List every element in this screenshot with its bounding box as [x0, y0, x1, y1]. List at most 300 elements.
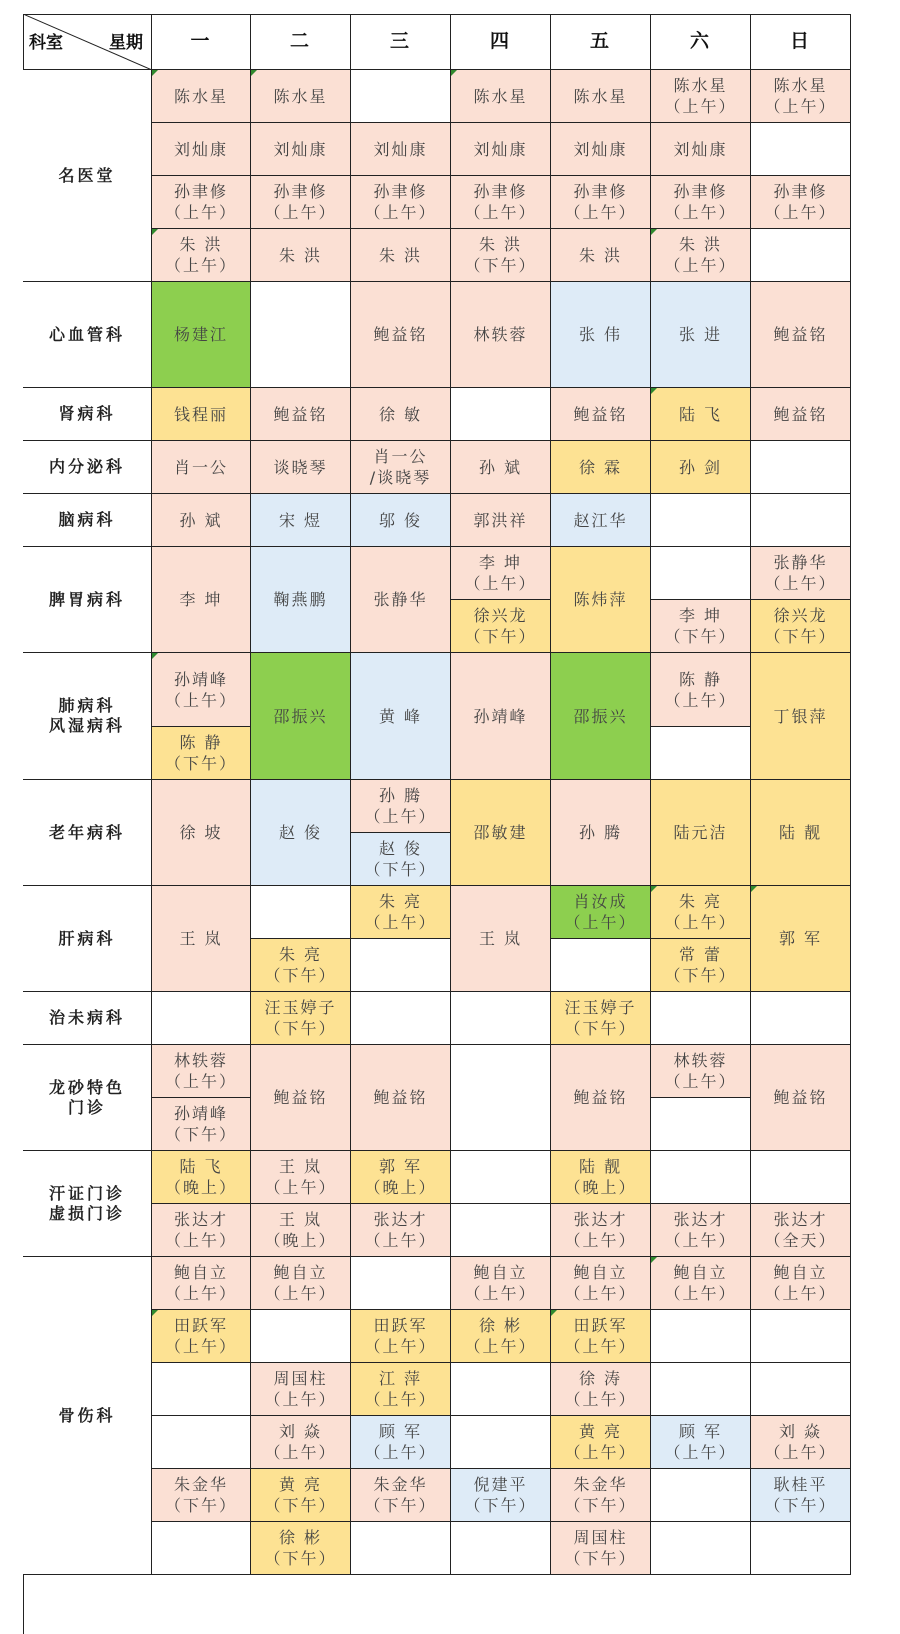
department-cell	[23, 992, 152, 1045]
cell-text-line: 鞠燕鹏	[273, 590, 328, 609]
cell-text-line: 孙靖峰	[173, 669, 228, 689]
cell-text-line: 徐 彬	[478, 1316, 523, 1336]
cell-text-line: （下午）	[464, 627, 537, 646]
schedule-cell	[351, 70, 451, 123]
schedule-cell	[152, 992, 251, 1045]
cell-text-line: 田跃军	[573, 1316, 628, 1336]
comment-marker-icon	[651, 229, 657, 235]
schedule-cell	[651, 229, 751, 282]
cell-text-line: （下午）	[564, 1496, 637, 1516]
schedule-cell	[551, 1469, 651, 1522]
cell-text-line: 朱金华	[373, 1475, 428, 1495]
schedule-cell	[152, 388, 251, 441]
schedule-cell	[551, 1257, 651, 1310]
cell-text-line: （上午）	[464, 1337, 537, 1357]
cell-text-line: 陈水星	[773, 76, 828, 95]
schedule-cell	[351, 653, 451, 780]
cell-text-line: 徐 霖	[578, 457, 623, 477]
schedule-cell	[651, 727, 751, 780]
schedule-cell	[152, 1310, 251, 1363]
schedule-cell	[651, 494, 751, 547]
schedule-cell	[651, 1416, 751, 1469]
schedule-cell	[651, 939, 751, 992]
schedule-cell	[251, 70, 351, 123]
cell-text-line: （上午）	[164, 256, 237, 275]
department-cell	[23, 1045, 152, 1151]
cell-text-line: （上午）	[164, 1072, 237, 1092]
cell-text-line: 倪建平	[473, 1475, 528, 1495]
cell-text-line: 张达才	[573, 1210, 628, 1230]
cell-text-line: （上午）	[264, 1178, 337, 1198]
cell-text-line: 鲍益铭	[773, 1088, 828, 1108]
cell-text-line: 林轶蓉	[173, 1051, 228, 1071]
cell-text-line: 王 岚	[278, 1210, 323, 1230]
schedule-cell	[152, 1363, 251, 1416]
cell-text-line: （上午）	[164, 203, 237, 222]
schedule-cell	[351, 780, 451, 833]
schedule-cell	[451, 1416, 551, 1469]
cell-text-line: （上午）	[664, 256, 737, 275]
cell-text-line: 鲍益铭	[373, 325, 428, 344]
cell-text-line: 朱 洪	[578, 245, 623, 265]
schedule-cell	[551, 1151, 651, 1204]
schedule-cell	[451, 600, 551, 653]
department-cell	[23, 547, 152, 653]
schedule-cell	[651, 388, 751, 441]
cell-text-line: 风湿病科	[48, 716, 125, 736]
cell-text-line: 顾 军	[378, 1422, 423, 1442]
schedule-cell	[651, 441, 751, 494]
schedule-cell	[451, 992, 551, 1045]
schedule-cell	[351, 939, 451, 992]
cell-text-line: 朱 亮	[378, 892, 423, 912]
schedule-cell	[251, 388, 351, 441]
cell-text-line: 刘灿康	[473, 139, 528, 159]
cell-text-line: 鲍益铭	[573, 404, 628, 424]
cell-text-line: 朱 洪	[378, 245, 423, 265]
cell-text-line: （全天）	[764, 1231, 837, 1251]
comment-marker-icon	[651, 886, 657, 892]
cell-text-line: （下午）	[464, 256, 537, 275]
cell-text-line: 王 岚	[478, 929, 523, 949]
schedule-cell	[651, 282, 751, 388]
cell-text-line: 陆元洁	[673, 823, 728, 843]
schedule-cell	[251, 1416, 351, 1469]
cell-text-line: （下午）	[164, 1125, 237, 1145]
cell-text-line: （上午）	[364, 1443, 437, 1463]
cell-text-line: 郭 军	[378, 1157, 423, 1177]
cell-text-line: （上午）	[664, 913, 737, 933]
schedule-cell	[551, 1363, 651, 1416]
cell-text-line: 骨伤科	[58, 1405, 116, 1425]
cell-text-line: 孙 腾	[578, 823, 623, 843]
schedule-cell	[451, 1310, 551, 1363]
schedule-cell	[751, 70, 851, 123]
cell-text-line: 郭 军	[778, 929, 823, 949]
cell-text-line: 陈 静	[678, 669, 723, 689]
department-cell	[23, 441, 152, 494]
cell-text-line: 张达才	[373, 1210, 428, 1230]
cell-text-line: 徐 涛	[578, 1369, 623, 1389]
cell-text-line: （下午）	[364, 860, 437, 880]
comment-marker-icon	[651, 1257, 657, 1263]
schedule-cell	[751, 1204, 851, 1257]
schedule-cell	[551, 176, 651, 229]
cell-text-line: 常 蕾	[678, 945, 723, 965]
cell-text-line: 孙聿修	[673, 182, 728, 201]
cell-text-line: （下午）	[664, 966, 737, 986]
schedule-cell	[152, 653, 251, 727]
cell-text-line: 肝病科	[58, 928, 116, 948]
schedule-cell	[152, 70, 251, 123]
cell-text-line: 孙聿修	[273, 182, 328, 201]
cell-text-line: 徐兴龙	[473, 606, 528, 625]
cell-text-line: 江 萍	[378, 1369, 423, 1389]
schedule-cell	[751, 176, 851, 229]
cell-text-line: 张 伟	[578, 325, 623, 344]
cell-text-line: 陈 静	[179, 733, 223, 753]
schedule-cell	[651, 780, 751, 886]
schedule-cell	[152, 886, 251, 992]
cell-text-line: （上午）	[264, 1390, 337, 1410]
cell-text-line: 黄 峰	[378, 706, 423, 726]
cell-text-line: （晚上）	[564, 1178, 637, 1198]
cell-text-line: 赵 俊	[378, 839, 423, 859]
cell-text-line: 朱金华	[573, 1475, 628, 1495]
schedule-cell	[551, 886, 651, 939]
schedule-cell	[651, 992, 751, 1045]
cell-text-line: 名医堂	[58, 165, 116, 185]
cell-text-line: 朱 洪	[678, 235, 723, 254]
cell-text-line: （上午）	[164, 690, 237, 710]
cell-text-line: 孙聿修	[473, 182, 528, 201]
schedule-cell	[651, 1363, 751, 1416]
cell-text-line: （上午）	[664, 1231, 737, 1251]
schedule-cell	[152, 1098, 251, 1151]
cell-text-line: 张达才	[173, 1210, 228, 1230]
cell-text-line: 田跃军	[173, 1316, 228, 1336]
cell-text-line: 鲍益铭	[573, 1088, 628, 1108]
cell-text-line: （晚上）	[264, 1231, 337, 1251]
schedule-cell	[351, 441, 451, 494]
cell-text-line: 肖一公	[373, 447, 428, 466]
cell-text-line: （上午）	[564, 1443, 637, 1463]
cell-text-line: 陈水星	[673, 76, 728, 95]
cell-text-line: 肖汝成	[573, 892, 628, 912]
cell-text-line: （下午）	[264, 1549, 337, 1569]
schedule-cell	[351, 886, 451, 939]
cell-text-line: 陆 飞	[678, 404, 723, 424]
schedule-cell	[651, 1204, 751, 1257]
schedule-cell	[751, 1310, 851, 1363]
schedule-cell	[451, 653, 551, 780]
cell-text-line: 鲍自立	[273, 1263, 328, 1283]
schedule-cell	[651, 1310, 751, 1363]
cell-text-line: 孙靖峰	[173, 1104, 228, 1124]
department-cell	[23, 1151, 152, 1257]
schedule-cell	[751, 547, 851, 600]
schedule-cell	[751, 441, 851, 494]
schedule-cell	[551, 229, 651, 282]
cell-text-line: （上午）	[164, 1337, 237, 1357]
cell-text-line: （下午）	[164, 754, 237, 774]
schedule-cell	[751, 992, 851, 1045]
cell-text-line: （下午）	[164, 1496, 237, 1516]
cell-text-line: 汪玉婷子	[564, 998, 637, 1018]
cell-text-line: 汗证门诊	[48, 1183, 125, 1203]
comment-marker-icon	[751, 886, 757, 892]
cell-text-line: （下午）	[264, 1019, 337, 1039]
comment-marker-icon	[152, 653, 158, 659]
schedule-cell	[551, 123, 651, 176]
cell-text-line: （上午）	[364, 913, 437, 933]
schedule-cell	[251, 992, 351, 1045]
schedule-cell	[251, 1310, 351, 1363]
cell-text-line: （上午）	[564, 913, 637, 933]
cell-text-line: 丁银萍	[773, 706, 828, 726]
comment-marker-icon	[451, 70, 457, 76]
cell-text-line: 林轶蓉	[673, 1051, 728, 1071]
schedule-cell	[152, 1204, 251, 1257]
cell-text-line: 孙聿修	[173, 182, 228, 201]
cell-text-line: 邵敏建	[473, 823, 528, 843]
cell-text-line: （上午）	[664, 97, 737, 116]
cell-text-line: 门诊	[67, 1097, 106, 1117]
schedule-cell	[451, 70, 551, 123]
cell-text-line: （上午）	[564, 1390, 637, 1410]
schedule-cell	[551, 1204, 651, 1257]
schedule-cell	[251, 1363, 351, 1416]
cell-text-line: 陈水星	[473, 86, 528, 106]
schedule-cell	[751, 1363, 851, 1416]
cell-text-line: 周国柱	[273, 1369, 328, 1389]
schedule-cell	[451, 1363, 551, 1416]
schedule-cell	[651, 653, 751, 727]
cell-text-line: 陆 飞	[179, 1157, 223, 1177]
schedule-cell	[751, 1257, 851, 1310]
schedule-cell	[751, 1045, 851, 1151]
department-cell	[23, 388, 152, 441]
department-cell	[23, 886, 152, 992]
schedule-cell	[551, 780, 651, 886]
schedule-cell	[152, 1257, 251, 1310]
cell-text-line: 周国柱	[573, 1528, 628, 1548]
cell-text-line: （下午）	[764, 1496, 837, 1516]
cell-text-line: 张 进	[678, 325, 723, 344]
cell-text-line: 孙 斌	[179, 510, 223, 530]
cell-text-line: 鲍自立	[773, 1263, 828, 1283]
cell-text-line: （上午）	[464, 1284, 537, 1304]
comment-marker-icon	[251, 70, 257, 76]
cell-text-line: 龙砂特色	[48, 1077, 125, 1097]
schedule-cell	[551, 939, 651, 992]
cell-text-line: 心血管科	[48, 324, 125, 344]
cell-text-line: 鲍益铭	[773, 325, 828, 344]
day-header-7: 日	[751, 14, 851, 70]
schedule-cell	[551, 1522, 651, 1575]
cell-text-line: 钱程丽	[173, 404, 228, 424]
schedule-cell	[451, 1204, 551, 1257]
schedule-cell	[751, 780, 851, 886]
cell-text-line: （上午）	[364, 1390, 437, 1410]
schedule-cell	[551, 1416, 651, 1469]
schedule-cell	[551, 547, 651, 653]
schedule-cell	[251, 653, 351, 780]
cell-text-line: 邵振兴	[573, 706, 628, 726]
schedule-cell	[152, 727, 251, 780]
schedule-cell	[351, 1204, 451, 1257]
schedule-cell	[551, 653, 651, 780]
cell-text-line: 内分泌科	[48, 457, 125, 476]
cell-text-line: 陈水星	[273, 86, 328, 106]
cell-text-line: （下午）	[264, 1496, 337, 1516]
cell-text-line: 郭洪祥	[473, 510, 528, 530]
cell-text-line: 徐 彬	[278, 1528, 323, 1548]
schedule-cell	[551, 992, 651, 1045]
corner-label-department: 科室	[29, 33, 63, 53]
cell-text-line: （下午）	[464, 1496, 537, 1516]
schedule-cell	[551, 70, 651, 123]
cell-text-line: （上午）	[264, 1443, 337, 1463]
schedule-cell	[152, 547, 251, 653]
cell-text-line: 田跃军	[373, 1316, 428, 1336]
day-header-4: 四	[451, 14, 551, 70]
schedule-cell	[751, 123, 851, 176]
schedule-cell	[251, 494, 351, 547]
schedule-cell	[751, 1416, 851, 1469]
cell-text-line: 王 岚	[278, 1157, 323, 1177]
day-header-6: 六	[651, 14, 751, 70]
schedule-cell	[152, 1151, 251, 1204]
schedule-cell	[751, 229, 851, 282]
cell-text-line: （上午）	[664, 1284, 737, 1304]
cell-text-line: 孙聿修	[773, 182, 828, 201]
cell-text-line: 陆 靓	[578, 1157, 623, 1177]
schedule-cell	[152, 176, 251, 229]
schedule-cell	[551, 1045, 651, 1151]
cell-text-line: 黄 亮	[578, 1422, 623, 1442]
schedule-cell	[351, 1469, 451, 1522]
cell-text-line: 孙聿修	[373, 182, 428, 201]
day-header-3: 三	[351, 14, 451, 70]
schedule-cell	[451, 441, 551, 494]
schedule-cell	[251, 1151, 351, 1204]
cell-text-line: 孙靖峰	[473, 706, 528, 726]
schedule-cell	[551, 282, 651, 388]
schedule-cell	[152, 282, 251, 388]
cell-text-line: 朱 洪	[278, 245, 323, 265]
cell-text-line: 鲍自立	[673, 1263, 728, 1283]
day-header-1: 一	[152, 14, 251, 70]
schedule-cell	[451, 229, 551, 282]
cell-text-line: （下午）	[564, 1019, 637, 1039]
schedule-cell	[651, 1522, 751, 1575]
schedule-cell	[351, 1416, 451, 1469]
cell-text-line: （上午）	[364, 1231, 437, 1251]
schedule-cell	[551, 388, 651, 441]
schedule-cell	[351, 1151, 451, 1204]
schedule-cell	[451, 1522, 551, 1575]
comment-marker-icon	[152, 70, 158, 76]
cell-text-line: 治未病科	[48, 1008, 125, 1028]
department-cell	[23, 494, 152, 547]
cell-text-line: （下午）	[264, 966, 337, 986]
cell-text-line: （晚上）	[364, 1178, 437, 1198]
cell-text-line: （上午）	[664, 203, 737, 222]
schedule-cell	[751, 886, 851, 992]
cell-text-line: （晚上）	[164, 1178, 237, 1198]
schedule-cell	[651, 1151, 751, 1204]
cell-text-line: 刘灿康	[573, 139, 628, 159]
cell-text-line: 老年病科	[48, 822, 125, 842]
cell-text-line: 鲍益铭	[373, 1088, 428, 1108]
schedule-cell	[351, 992, 451, 1045]
schedule-cell	[751, 1469, 851, 1522]
cell-text-line: 肺病科	[58, 696, 116, 716]
corner-label-weekday: 星期	[109, 33, 143, 53]
cell-text-line: 鲍益铭	[273, 1088, 328, 1108]
cell-text-line: 鲍自立	[473, 1263, 528, 1283]
schedule-cell	[751, 494, 851, 547]
department-cell	[23, 1257, 152, 1575]
cell-text-line: 刘灿康	[673, 139, 728, 159]
schedule-cell	[251, 780, 351, 886]
cell-text-line: （上午）	[664, 690, 737, 710]
cell-text-line: 朱 洪	[478, 235, 523, 254]
schedule-cell	[251, 1469, 351, 1522]
cell-text-line: 耿桂平	[773, 1475, 828, 1495]
cell-text-line: （下午）	[564, 1549, 637, 1569]
cell-text-line: 刘灿康	[273, 139, 328, 159]
cell-text-line: 刘灿康	[373, 139, 428, 159]
cell-text-line: 张静华	[773, 553, 828, 572]
schedule-cell	[351, 388, 451, 441]
schedule-cell	[751, 388, 851, 441]
cell-text-line: 朱 亮	[678, 892, 723, 912]
schedule-cell	[651, 1469, 751, 1522]
cell-text-line: 虚损门诊	[48, 1203, 125, 1223]
cell-text-line: 朱金华	[173, 1475, 228, 1495]
comment-marker-icon	[551, 1310, 557, 1316]
schedule-cell	[152, 1416, 251, 1469]
cell-text-line: 徐 坡	[179, 823, 223, 843]
cell-text-line: /谈晓琴	[369, 468, 432, 487]
schedule-cell	[351, 833, 451, 886]
schedule-cell	[751, 1151, 851, 1204]
schedule-cell	[551, 1310, 651, 1363]
schedule-cell	[152, 494, 251, 547]
cell-text-line: （上午）	[164, 1284, 237, 1304]
schedule-cell	[351, 1310, 451, 1363]
cell-text-line: （上午）	[464, 574, 537, 593]
cell-text-line: 鲍益铭	[273, 404, 328, 424]
cell-text-line: （上午）	[664, 1072, 737, 1092]
schedule-cell	[152, 123, 251, 176]
schedule-cell	[451, 1469, 551, 1522]
cell-text-line: 肖一公	[173, 457, 228, 477]
schedule-cell	[651, 600, 751, 653]
cell-text-line: 徐兴龙	[773, 606, 828, 625]
schedule-cell	[251, 123, 351, 176]
header-corner-cell	[23, 14, 152, 70]
cell-text-line: 张静华	[373, 590, 428, 609]
department-cell	[23, 653, 152, 780]
cell-text-line: 杨建江	[173, 325, 228, 344]
cell-text-line: （上午）	[164, 1231, 237, 1251]
cell-text-line: （上午）	[364, 807, 437, 827]
day-header-2: 二	[251, 14, 351, 70]
cell-text-line: 陆 靓	[778, 823, 823, 843]
